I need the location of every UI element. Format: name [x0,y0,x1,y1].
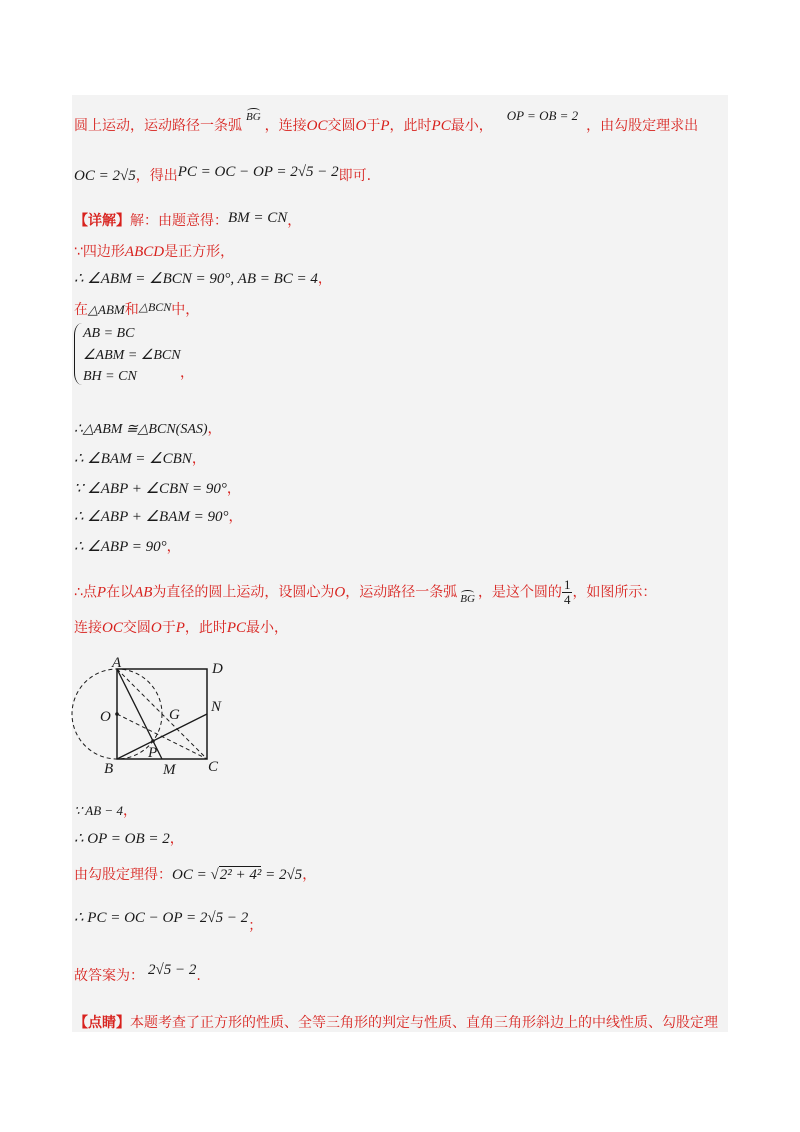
math-pc-final: ∴ PC = OC − OP = 2√5 − 2 [74,910,249,926]
text-span: ，由勾股定理求出 [586,118,699,134]
solution-line-9 [74,478,241,498]
text-span: 连接 [74,620,102,636]
math-ab-4: ∵ AB − 4 [74,803,123,818]
text-span: 于 [161,620,176,636]
math-radicand: 2² + 4² [219,867,262,883]
point-label-o: O [100,709,111,725]
text-span: ∴点 [74,584,97,601]
math-oc-prefix: OC = [172,867,211,883]
math-oc: OC = 2√5 [74,168,136,184]
text-span: 在 [74,302,88,318]
math-op-ob: OP = OB = 2 [506,108,579,123]
point-label-m: M [163,762,176,778]
text-span: ，如图所示： [572,584,657,601]
text-span: 是正方形， [164,244,235,260]
solution-line-14 [74,800,137,820]
label-oc: OC [306,118,328,134]
label-ab: AB [134,584,153,601]
math-answer: 2√5 − 2 [148,962,197,978]
point-o [115,712,119,716]
text-span: ，此时 [184,620,227,636]
solution-sheet [72,95,728,1032]
text-span: 本题考查了正方形的性质、全等三角形的判定与性质、直角三角形斜边上的中线性质、勾股定理 [130,1015,718,1031]
text-span: ，是这个圆的 [477,584,562,601]
diagonal-ac [117,669,207,759]
text-span: ，连接 [264,118,307,134]
label-pc: PC [226,620,247,636]
solution-line-10 [74,506,242,526]
math-abp-bam: ∴ ∠ABP + ∠BAM = 90° [74,509,229,525]
text-span: 最小， [450,118,493,134]
label-pc: PC [431,118,451,134]
label-p: P [175,620,185,636]
solution-line-13 [74,617,288,637]
solution-line-4 [74,241,234,261]
system-row-1: AB = BC [83,326,135,341]
label-o: O [334,584,346,601]
text-span: 解：由题意得： [130,213,228,229]
text-span: ， [207,421,222,437]
text-span: 交圆 [122,620,151,636]
point-p [151,739,155,743]
text-span: 和 [124,302,139,318]
vertex-label-a: A [112,655,122,671]
vertex-label-c: C [208,759,219,775]
math-radical: √2² + 4² [210,867,262,883]
solution-line-15 [74,828,184,848]
text-span: 于 [366,118,381,134]
point-label-n: N [211,699,222,715]
text-span: ， [191,451,206,467]
label-p: P [96,584,107,601]
text-span: ，此时 [389,118,432,134]
text-span: 在以 [106,584,135,601]
solution-line-7 [74,418,222,438]
math-bm-cn: BM = CN [228,210,288,226]
geometry-figure [60,645,240,780]
math-congruence: ∴△ABM ≅△BCN(SAS) [74,422,208,437]
math-angles: ∴ ∠ABM = ∠BCN = 90°, AB = BC = 4 [74,271,318,287]
solution-line-3 [74,210,301,230]
text-span: 即可. [338,168,372,184]
label-abcd: ABCD [124,244,165,260]
solution-line-6 [74,299,199,319]
solution-line-1 [74,108,698,135]
solution-line-12 [74,578,656,607]
section-heading-detail: 【详解】 [74,213,130,229]
solution-line-19 [74,1012,718,1032]
solution-line-8 [74,448,206,468]
text-span: ∵四边形 [74,244,125,260]
text-span: ； [248,918,263,934]
solution-line-17 [74,908,262,935]
text-span: ， [228,509,243,525]
text-span: ， [166,539,181,555]
text-span: . [196,968,201,984]
text-span: ， [122,803,137,819]
arc-bg: BG [246,111,261,123]
point-label-p: P [148,745,158,761]
system-row-3: BH = CN [83,369,137,384]
arc-bg: BG [460,592,475,605]
text-span: 中， [171,302,200,318]
text-span: ， [169,831,184,847]
text-span: 故答案为： [74,968,144,984]
math-abp-cbn: ∵ ∠ABP + ∠CBN = 90° [74,481,227,497]
point-label-g: G [169,707,180,723]
section-heading-comment: 【点睛】 [74,1015,130,1031]
text-span: ，运动路径一条弧 [345,584,458,601]
text-span: 圆上运动，运动路径一条弧 [74,118,242,134]
text-span: ， [302,867,317,883]
text-span: ， [317,271,332,287]
label-oc: OC [102,620,123,636]
fraction-numerator: 1 [563,577,571,592]
vertex-label-b: B [104,761,114,777]
text-span: ， [226,481,241,497]
fraction-one-quarter [562,578,573,607]
math-bam-cbn: ∴ ∠BAM = ∠CBN [74,451,192,467]
math-triangle-bcn: △BCN [138,300,172,314]
solution-line-18 [74,962,201,985]
text-span: ， [287,213,302,229]
system-row-2: ∠ABM = ∠BCN [83,348,181,363]
text-span: 交圆 [327,118,356,134]
text-span: 由勾股定理得： [74,867,172,883]
label-o: O [355,118,367,134]
label-o: O [150,620,162,636]
left-brace [74,323,82,385]
system-comma: ， [180,365,194,381]
solution-line-11 [74,536,181,556]
solution-line-16 [74,864,316,884]
math-oc-result: = 2√5 [261,867,303,883]
text-span: ，得出 [135,168,178,184]
fraction-denominator: 4 [563,592,571,607]
math-triangle-abm: △ABM [88,302,125,317]
math-pc: PC = OC − OP = 2√5 − 2 [177,164,339,180]
math-op-ob-2: ∴ OP = OB = 2 [74,831,170,847]
solution-line-2 [74,164,371,185]
math-abp-90: ∴ ∠ABP = 90° [74,539,167,555]
text-span: 最小， [246,620,289,636]
label-p: P [380,118,390,134]
text-span: 为直径的圆上运动，设圆心为 [152,584,335,601]
solution-line-5 [74,268,332,288]
vertex-label-d: D [212,661,223,677]
